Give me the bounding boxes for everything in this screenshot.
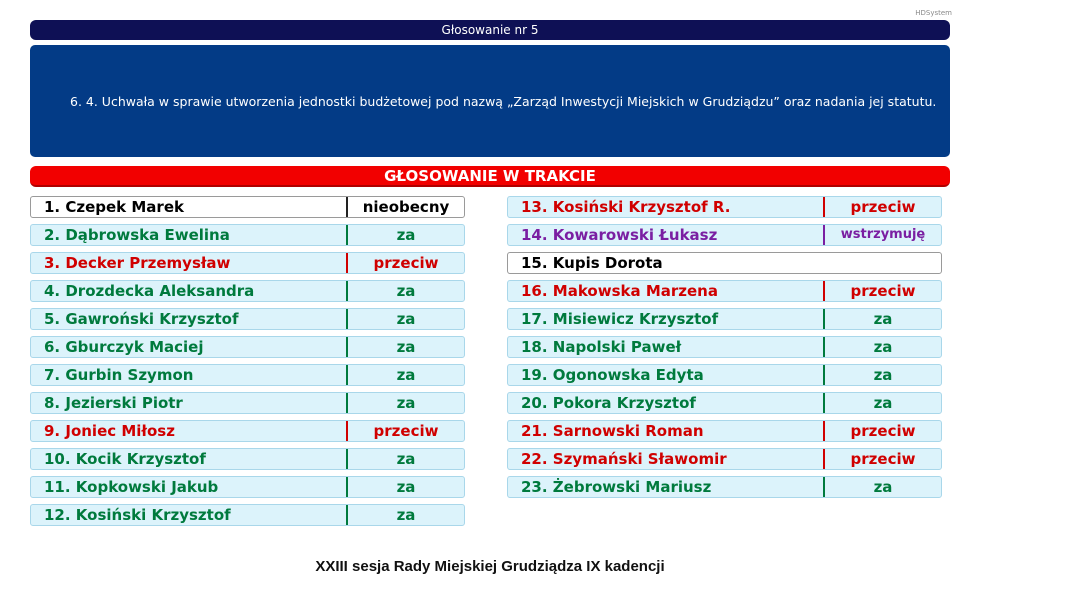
voting-status-text: GŁOSOWANIE W TRAKCIE	[384, 166, 596, 185]
councillor-name: 21. Sarnowski Roman	[521, 422, 704, 440]
vote-value: za	[873, 338, 893, 356]
councillor-vote-row	[30, 504, 465, 526]
councillor-name: 16. Makowska Marzena	[521, 282, 718, 300]
councillor-name: 12. Kosiński Krzysztof	[44, 506, 231, 524]
councillor-name: 6. Gburczyk Maciej	[44, 338, 204, 356]
vote-value: za	[396, 450, 416, 468]
councillor-name: 1. Czepek Marek	[44, 198, 184, 216]
vote-value: przeciw	[850, 198, 916, 216]
councillor-name: 23. Żebrowski Mariusz	[521, 478, 712, 496]
councillor-vote-row	[30, 252, 465, 274]
councillor-name: 17. Misiewicz Krzysztof	[521, 310, 719, 328]
vote-value: przeciw	[850, 282, 916, 300]
councillor-vote-row	[507, 364, 942, 386]
councillors-column-left	[30, 196, 465, 532]
councillor-vote-row	[30, 476, 465, 498]
vote-value: za	[396, 394, 416, 412]
vote-value: przeciw	[373, 422, 439, 440]
vote-value: za	[396, 338, 416, 356]
councillor-name: 9. Joniec Miłosz	[44, 422, 175, 440]
vote-value: za	[396, 366, 416, 384]
councillor-vote-row	[30, 364, 465, 386]
councillor-vote-row	[30, 224, 465, 246]
councillor-name: 15. Kupis Dorota	[521, 254, 663, 272]
councillor-vote-row	[30, 448, 465, 470]
councillor-vote-row	[507, 224, 942, 246]
councillor-name: 8. Jezierski Piotr	[44, 394, 183, 412]
councillor-name: 13. Kosiński Krzysztof R.	[521, 198, 731, 216]
councillor-vote-row	[507, 308, 942, 330]
councillor-name: 2. Dąbrowska Ewelina	[44, 226, 230, 244]
councillor-vote-row	[30, 420, 465, 442]
councillor-name: 3. Decker Przemysław	[44, 254, 231, 272]
councillor-name: 10. Kocik Krzysztof	[44, 450, 206, 468]
councillor-name: 14. Kowarowski Łukasz	[521, 226, 718, 244]
councillor-vote-row	[507, 196, 942, 218]
vote-value: za	[873, 394, 893, 412]
councillor-name: 11. Kopkowski Jakub	[44, 478, 219, 496]
vote-value: za	[873, 478, 893, 496]
councillors-column-right	[507, 196, 942, 504]
voting-number-header	[30, 20, 950, 40]
resolution-topic-text: 6. 4. Uchwała w sprawie utworzenia jednostki budżetowej pod nazwą „Zarząd Inwestycji Miejskich w Grudziądzu” oraz nadania jej statutu.	[70, 93, 937, 109]
vote-value: za	[396, 310, 416, 328]
session-footer-text: XXIII sesja Rady Miejskiej Grudziądza IX kadencji	[315, 558, 665, 575]
voting-status-bar	[30, 166, 950, 187]
councillor-vote-row	[507, 448, 942, 470]
vote-value: za	[873, 366, 893, 384]
brand-label: HDSystem	[915, 9, 952, 17]
vote-value: za	[396, 506, 416, 524]
councillor-vote-row	[507, 392, 942, 414]
councillor-vote-row	[30, 196, 465, 218]
councillor-vote-row	[30, 392, 465, 414]
vote-value: za	[396, 226, 416, 244]
councillor-name: 19. Ogonowska Edyta	[521, 366, 704, 384]
resolution-topic-panel	[30, 45, 950, 157]
session-footer	[0, 558, 980, 575]
councillor-name: 22. Szymański Sławomir	[521, 450, 727, 468]
vote-value: za	[873, 310, 893, 328]
vote-value: nieobecny	[362, 198, 450, 216]
councillor-name: 20. Pokora Krzysztof	[521, 394, 696, 412]
vote-value: wstrzymuję	[840, 227, 926, 242]
councillor-vote-row	[507, 336, 942, 358]
councillor-name: 5. Gawroński Krzysztof	[44, 310, 239, 328]
vote-value: przeciw	[850, 450, 916, 468]
councillor-name: 4. Drozdecka Aleksandra	[44, 282, 255, 300]
councillor-vote-row	[30, 308, 465, 330]
councillor-vote-row	[30, 280, 465, 302]
councillor-vote-row	[507, 476, 942, 498]
vote-value: przeciw	[850, 422, 916, 440]
councillor-vote-row	[507, 252, 942, 274]
vote-value: za	[396, 478, 416, 496]
voting-number-title: Głosowanie nr 5	[441, 23, 539, 37]
councillor-vote-row	[30, 336, 465, 358]
vote-value: za	[396, 282, 416, 300]
councillor-name: 18. Napolski Paweł	[521, 338, 682, 356]
councillor-name: 7. Gurbin Szymon	[44, 366, 194, 384]
vote-value: przeciw	[373, 254, 439, 272]
councillor-vote-row	[507, 420, 942, 442]
councillor-vote-row	[507, 280, 942, 302]
